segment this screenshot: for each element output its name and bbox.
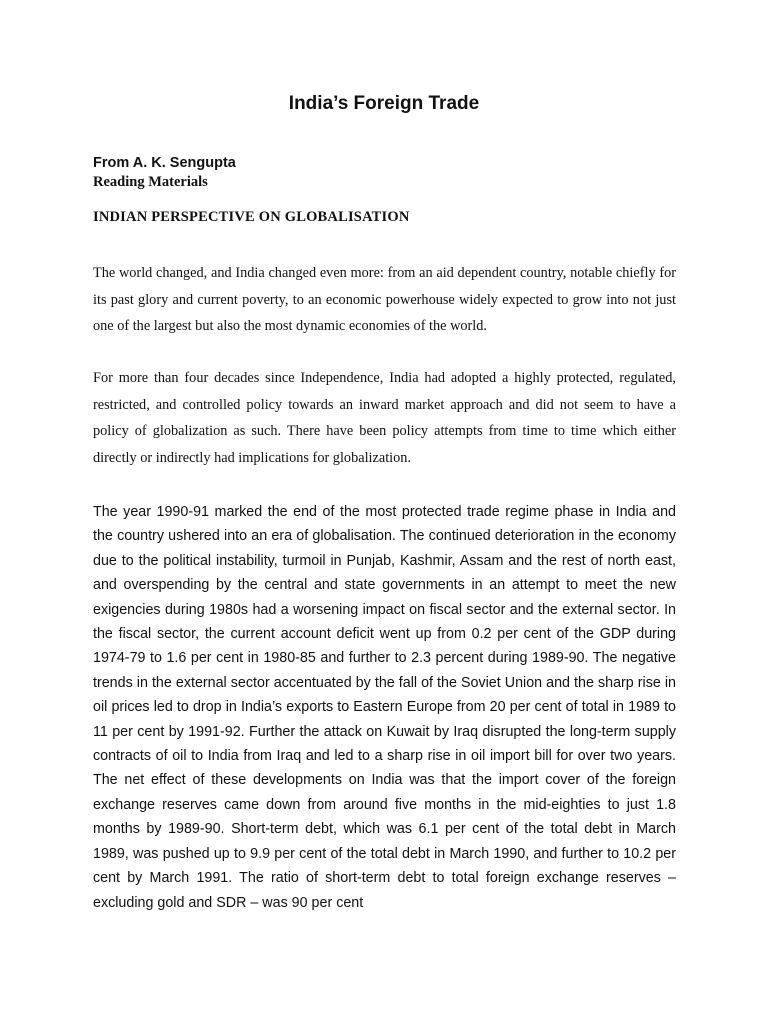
paragraph-2: For more than four decades since Independence, India had adopted a highly protected, regulated, restricted, and controlled policy towards an inward market approach and did not seem to have a policy of globalization as such. There have been policy attempts from time to time which either directly or indirectly had implications for globalization. [93, 370, 676, 467]
paragraph-1: The world changed, and India changed even more: from an aid dependent country, notable chiefly for its past glory and current poverty, to an economic powerhouse widely expected to grow into not just one of the largest but also the most dynamic economies of the world. [93, 265, 676, 335]
author-line: From A. K. Sengupta [93, 155, 236, 171]
paragraph-3: The year 1990-91 marked the end of the most protected trade regime phase in India and the country ushered into an era of globalisation. The continued deterioration in the economy due to the political instability, turmoil in Punjab, Kashmir, Assam and the rest of north east, and overspending by the central and state governments in an attempt to meet the new exigencies during 1980s had a worsening impact on fiscal sector and the external sector. In the fiscal sector, the current account deficit went up from 0.2 per cent of the GDP during 1974-79 to 1.6 per cent in 1980-85 and further to 2.3 percent during 1989-90. The negative trends in the external sector accentuated by the fall of the Soviet Union and the sharp rise in oil prices led to drop in India’s exports to Eastern Europe from 20 per cent of total in 1989 to 11 per cent by 1991-92. Further the attack on Kuwait by Iraq disrupted the long-term supply contracts of oil to India from Iraq and led to a sharp rise in oil import bill for over two years. The net effect of these developments on India was that the import cover of the foreign exchange reserves came down from around five months in the mid-eighties to just 1.8 months by 1989-90. Short-term debt, which was 6.1 per cent of the total debt in March 1989, was pushed up to 9.9 per cent of the total debt in March 1990, and further to 10.2 per cent by March 1991. The ratio of short-term debt to total foreign exchange reserves – excluding gold and SDR – was 90 per cent [93, 504, 676, 911]
section-heading: INDIAN PERSPECTIVE ON GLOBALISATION [93, 209, 410, 225]
document-title: India’s Foreign Trade [288, 93, 480, 114]
source-line: Reading Materials [93, 174, 208, 190]
